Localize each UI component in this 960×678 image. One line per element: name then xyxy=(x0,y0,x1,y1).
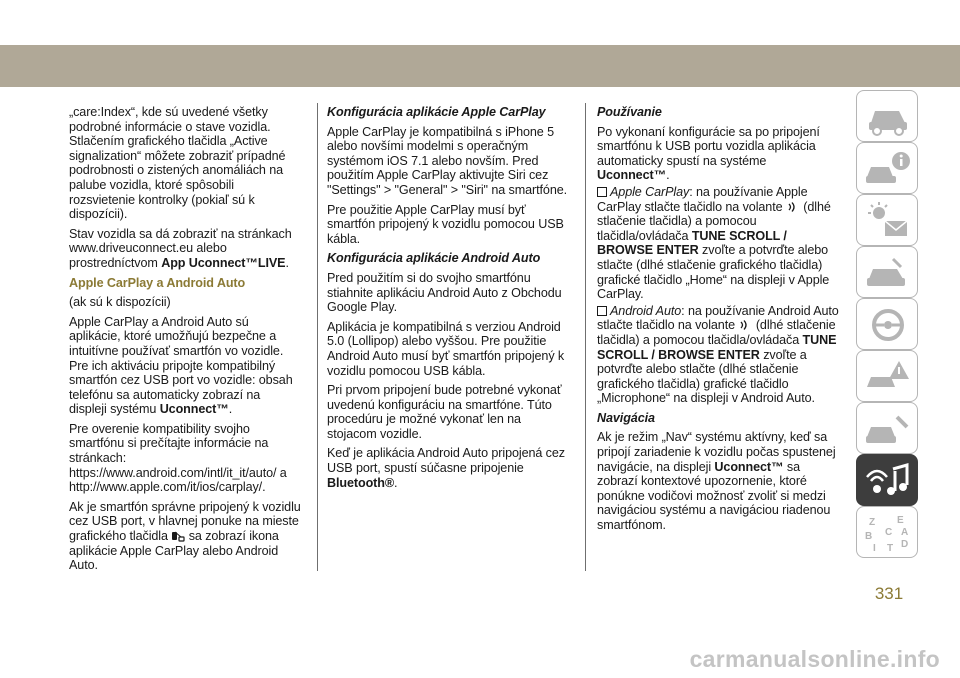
paragraph: Pred použitím si do svojho smartfónu stiahnite aplikáciu Android Auto z Obchodu Google Play. xyxy=(327,270,562,315)
paragraph: Pri prvom pripojení bude potrebné vykonať uvedenú konfiguráciu na smartfóne. Túto procedúru je možné vykonať len na stojacom vozidle. xyxy=(327,383,562,441)
page-number: 331 xyxy=(874,584,904,603)
tab-car-info[interactable] xyxy=(856,142,918,194)
text-column-2 xyxy=(327,105,570,495)
bullet-item xyxy=(597,185,842,302)
voice-button-icon xyxy=(738,319,752,331)
text-column-1 xyxy=(69,105,301,578)
text: (dlhé stlačenie tlačidla) a pomocou tlačidla/ovládača xyxy=(597,199,831,243)
section-heading: Konfigurácia aplikácie Android Auto xyxy=(327,251,541,266)
index-letter: I xyxy=(873,543,876,554)
paragraph xyxy=(69,227,301,271)
text: sa zobrazí kontextové upozornenie, ktoré ponúkne vodičovi možnosť zvoliť si medzi navigáciou systému a navigáciou riadenou smartfónom. xyxy=(597,459,831,533)
bold-text: Uconnect™ xyxy=(714,459,784,474)
section-heading: Používanie xyxy=(597,105,662,119)
bullet-box-icon xyxy=(597,306,607,316)
paragraph: (ak sú k dispozícii) xyxy=(69,295,171,310)
text: : na používanie Android Auto stlačte tlačidlo na volante xyxy=(597,303,839,333)
paragraph xyxy=(69,315,301,417)
tab-multimedia[interactable] xyxy=(856,454,918,506)
italic-label: Apple CarPlay xyxy=(610,184,690,199)
paragraph: Pre overenie kompatibility svojho smartfónu si prečítajte informácie na stránkach: https://www.android.com/intl/it_it/auto/ a http://www.apple.com/it/ios/carplay/. xyxy=(69,421,287,495)
text: zvoľte a potvrďte alebo stlačte (dlhé stlačenie grafického tlačidla) grafické tlačidlo „Microphone“ na displeji v Android Auto. xyxy=(597,347,815,406)
text: sa zobrazí ikona aplikácie Apple CarPlay alebo Android Auto. xyxy=(69,529,279,573)
index-letter: T xyxy=(887,543,894,554)
car-wrench-icon xyxy=(863,407,913,451)
column-divider xyxy=(317,103,318,571)
car-info-icon xyxy=(863,147,913,191)
voice-button-icon xyxy=(786,201,800,213)
bold-text: Bluetooth® xyxy=(327,475,395,490)
text: . xyxy=(285,255,289,270)
italic-label: Android Auto xyxy=(610,303,682,318)
tab-index[interactable] xyxy=(856,506,918,558)
index-letter: D xyxy=(901,539,909,550)
tab-car-wrench[interactable] xyxy=(856,402,918,454)
index-letter: E xyxy=(897,515,904,526)
bold-text: TUNE SCROLL / BROWSE ENTER xyxy=(597,332,837,362)
bold-text: App Uconnect™LIVE xyxy=(161,255,286,270)
lights-mail-icon xyxy=(863,199,913,243)
tab-steering[interactable] xyxy=(856,298,918,350)
text: (dlhé stlačenie tlačidla) a pomocou tlačidla/ovládača xyxy=(597,318,836,347)
text: . xyxy=(394,475,398,490)
car-service-icon xyxy=(863,251,913,295)
index-letter: A xyxy=(901,527,909,538)
text: Stav vozidla sa dá zobraziť na stránkach www.driveuconnect.eu alebo prostredníctvom xyxy=(69,226,292,270)
text: Apple CarPlay a Android Auto sú aplikácie, ktoré umožňujú bezpečne a intuitívne používať smartfón vo vozidle. Pre ich aktiváciu pripojte kompatibilný smartfón cez USB port vo vozidle: obsah telefónu sa automaticky zobrazí na displeji systému xyxy=(69,314,293,417)
watermark: carmanualsonline.info xyxy=(689,646,940,672)
tab-car[interactable] xyxy=(856,90,918,142)
index-letters-icon xyxy=(863,511,913,555)
text: Keď je aplikácia Android Auto pripojená cez USB port, spustí súčasne pripojenie xyxy=(327,446,565,476)
multimedia-icon xyxy=(863,459,913,503)
text: Po vykonaní konfigurácie sa po pripojení smartfónu k USB portu vozidla aplikácia automaticky spustí na systéme xyxy=(597,124,820,168)
bullet-box-icon xyxy=(597,187,607,197)
car-icon xyxy=(863,95,913,139)
warning-car-icon xyxy=(863,355,913,399)
bullet-item xyxy=(597,304,842,406)
bold-text: Uconnect™ xyxy=(597,168,667,183)
tab-lights-mail[interactable] xyxy=(856,194,918,246)
paragraph: Pre použitie Apple CarPlay musí byť smartfón pripojený k vozidlu pomocou USB kábla. xyxy=(327,202,564,246)
paragraph xyxy=(597,430,842,532)
paragraph xyxy=(69,500,301,573)
steering-wheel-icon xyxy=(863,303,913,347)
text: . xyxy=(666,168,670,183)
header-band xyxy=(0,45,960,87)
text: . xyxy=(228,402,233,417)
index-letter: Z xyxy=(869,517,876,528)
index-letter: B xyxy=(865,531,873,542)
section-heading: Apple CarPlay a Android Auto xyxy=(69,275,246,290)
bold-text: TUNE SCROLL / BROWSE ENTER xyxy=(597,228,787,258)
paragraph xyxy=(597,125,842,183)
paragraph xyxy=(327,446,570,490)
column-divider xyxy=(585,103,586,571)
section-heading: Konfigurácia aplikácie Apple CarPlay xyxy=(327,105,546,119)
text: Ak je smartfón správne pripojený k vozidlu cez USB port, v hlavnej ponuke na mieste grafického tlačidla xyxy=(69,499,301,544)
index-letter: C xyxy=(885,527,893,538)
bold-text: Uconnect™ xyxy=(159,402,229,417)
paragraph: „care:Index“, kde sú uvedené všetky podrobné informácie o stave vozidla. Stlačením grafického tlačidla „Active signalization“ môžete zobraziť prípadné podrobnosti o zistených anomáliách na palube vozidla, ktoré spôsobili rozsvietenie kontrolky (pokiaľ sú k dispozícii). xyxy=(69,105,286,222)
tab-warning[interactable] xyxy=(856,350,918,402)
smartphone-icon xyxy=(171,530,185,542)
tab-car-service[interactable] xyxy=(856,246,918,298)
text: : na používanie Apple CarPlay stlačte tlačidlo na volante xyxy=(597,184,808,214)
text-column-3 xyxy=(597,105,842,538)
paragraph: Apple CarPlay je kompatibilná s iPhone 5 alebo novšími modelmi s operačným systémom iOS 7.1 alebo novším. Pred použitím Apple CarPlay aktivujte Siri cez "Settings" > "General" > "Siri" na smartfóne. xyxy=(327,124,568,197)
paragraph: Aplikácia je kompatibilná s verziou Android 5.0 (Lollipop) alebo vyššou. Pre použitie Android Auto musí byť smartfón pripojený k vozidlu pomocou USB kábla. xyxy=(327,319,565,378)
text: zvoľte a potvrďte alebo stlačte (dlhé stlačenie grafického tlačidla) grafické tlačidlo „Home“ na displeji v Apple CarPlay. xyxy=(597,243,830,302)
text: Ak je režim „Nav“ systému aktívny, keď sa pripojí zariadenie k vozidlu počas spustenej navigácie, na displeji xyxy=(597,430,836,474)
section-heading: Navigácia xyxy=(597,410,655,425)
